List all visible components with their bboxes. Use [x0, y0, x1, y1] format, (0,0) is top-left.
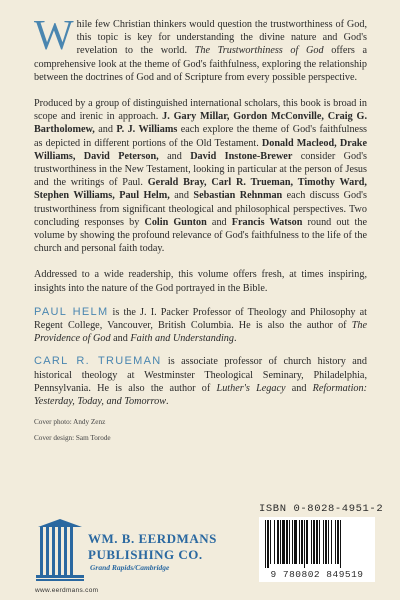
intro-paragraph: While few Christian thinkers would question the trustworthiness of God, this topic is key for understanding the divine nature and God's revelation to the world. The Trustworthiness of God offers a comprehensive look at the theme of God's faithfulness, exploring the relationship between the doctrines of God and of Scripture from every possible perspective.: [34, 13, 367, 83]
author-name-helm: PAUL HELM: [34, 305, 109, 318]
isbn-label: ISBN 0-8028-4951-2: [259, 503, 384, 515]
book-title: The Trustworthiness of God: [194, 45, 324, 57]
author-bio-helm: PAUL HELM is the J. I. Packer Professor of Theology and Philosophy at Regent College, Vancouver, British Columbia. He is also the author of The Providence of God and Faith and Understanding.: [34, 305, 367, 345]
barcode-bar: [270, 520, 271, 564]
barcode-bar: [301, 520, 303, 564]
barcode-bar: [304, 520, 305, 568]
barcode-bar: [313, 520, 315, 564]
barcode-bar: [340, 520, 341, 568]
drop-cap: W: [34, 13, 74, 59]
publisher-name: WM. B. EERDMANS: [88, 531, 217, 546]
barcode-bars: [263, 520, 371, 568]
author-name-trueman: CARL R. TRUEMAN: [34, 355, 162, 368]
barcode-bar: [335, 520, 336, 564]
barcode-bar: [325, 520, 327, 564]
barcode-number: 9 780802 849519: [259, 569, 375, 582]
barcode-bar: [316, 520, 318, 564]
barcode-bar: [265, 520, 266, 568]
barcode-bar: [311, 520, 312, 564]
publisher-emblem-icon: [34, 519, 88, 583]
barcode-bar: [280, 520, 281, 564]
barcode-bar: [267, 520, 269, 568]
cover-credits: [34, 418, 367, 443]
barcode-bar: [274, 520, 275, 564]
barcode-bar: [294, 520, 297, 564]
audience-paragraph: Addressed to a wide readership, this volume offers fresh, at times inspiring, insights into the nature of the God portrayed in the Bible.: [34, 269, 367, 294]
barcode-bar: [319, 520, 320, 564]
publisher-url[interactable]: www.eerdmans.com: [35, 587, 99, 594]
contributors-paragraph: Produced by a group of distinguished international scholars, this book is broad in scope and irenic in approach. J. Gary Millar, Gordon McConville, Craig G. Bartholomew, and P. J. Williams each explore the theme of God's faithfulness as depicted in different portions of the Old Testament. Donald Macleod, Drake Williams, David Peterson, and David Instone-Brewer consider God's trustworthiness in the New Testament, looking in particular at the person of Jesus and the writings of Paul. Gerald Bray, Carl R. Trueman, Timothy Ward, Stephen Williams, Paul Helm, and Sebastian Rehnman each discuss God's trustworthiness from significant theological and philosophical perspectives. Two concluding responses by Colin Gunton and Francis Watson round out the volume by showing the profound relevance of God's faithfulness to the life of the church and personal faith today.: [34, 98, 367, 255]
barcode-bar: [292, 520, 293, 564]
cover-photo-credit: Cover photo: Andy Zenz: [34, 418, 106, 427]
author-bio-trueman: CARL R. TRUEMAN is associate professor of church history and historical theology at Westminster Theological Seminary, Philadelphia, Pennsylvania. He is also the author of Luther's Legacy and Reformation: Yesterday, Today, and Tomorrow.: [34, 355, 367, 408]
barcode-bar: [299, 520, 300, 564]
barcode-bar: [331, 520, 332, 564]
barcode-bar: [282, 520, 285, 564]
barcode-bar: [286, 520, 288, 564]
cover-design-credit: Cover design: Sam Torode: [34, 434, 111, 443]
publisher-logo: [34, 519, 217, 583]
isbn-block: [259, 503, 384, 582]
barcode-bar: [277, 520, 279, 564]
barcode-bar: [323, 520, 324, 564]
barcode-bar: [289, 520, 290, 564]
barcode-bar: [337, 520, 339, 564]
barcode: [259, 517, 375, 569]
barcode-bar: [328, 520, 329, 564]
barcode-bar: [306, 520, 308, 564]
publisher-location: Grand Rapids/Cambridge: [90, 563, 170, 572]
publisher-name-2: PUBLISHING CO.: [88, 547, 203, 562]
back-cover-text: [34, 13, 367, 450]
